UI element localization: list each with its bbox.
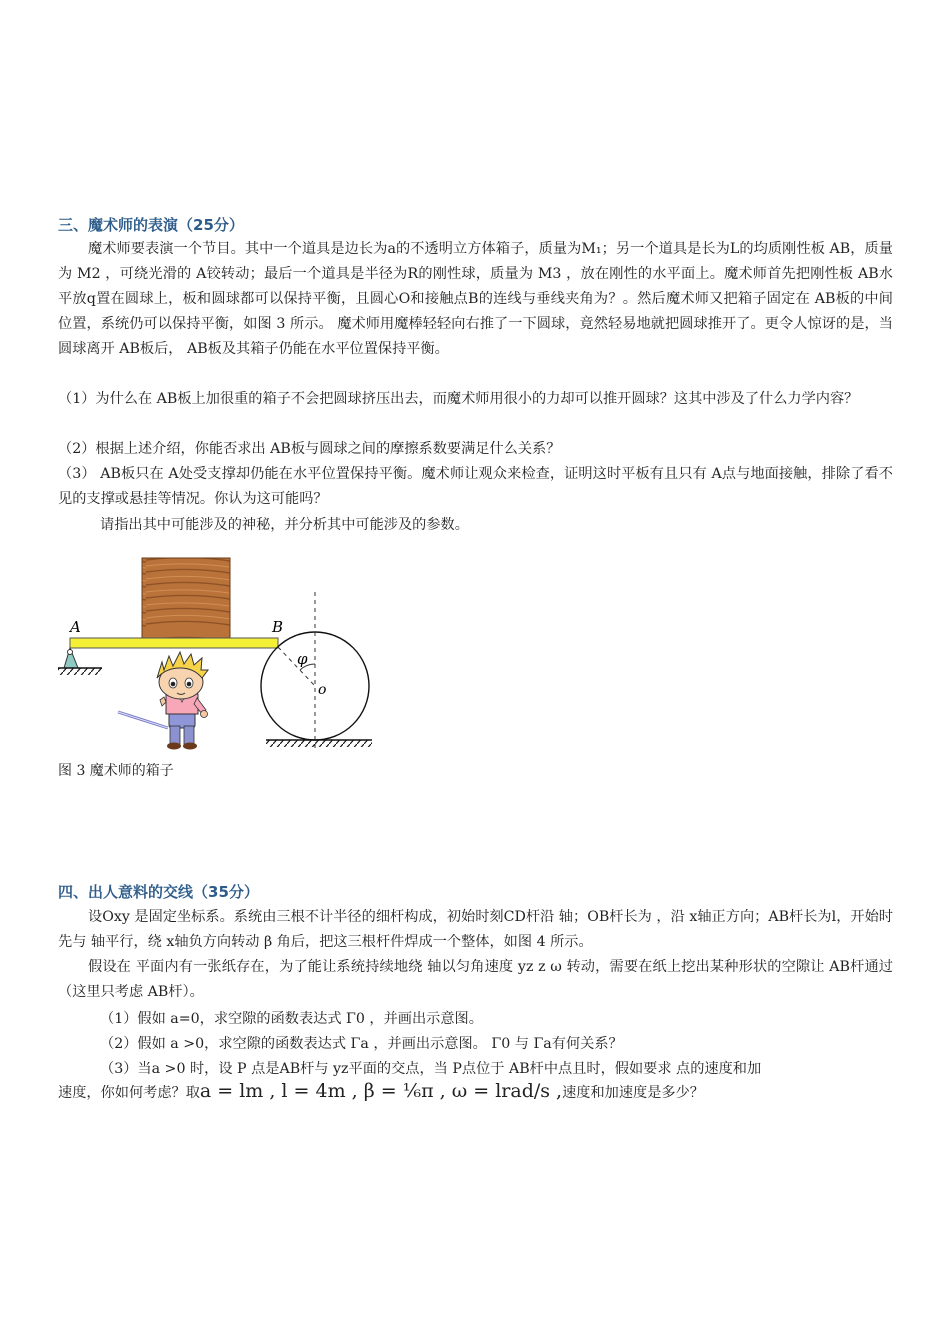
section-3-intro: 魔术师要表演一个节目。其中一个道具是边长为a的不透明立方体箱子，质量为M₁；另一个道具是长为L的均质刚性板 AB，质量为 M2 ，可绕光滑的 A铰转动；最后一个道具是半径为R的刚性球，质量为 M3 ，放在刚性的水平面上。魔术师首先把刚性板 AB水平放q置在圆球上，板和圆球都可以保持平衡，且圆心O和接触点B的连线与垂线夹角为？。然后魔术师又把箱子固定在 AB板的中间位置，系统仍可以保持平衡，如图 3 所示。 魔术师用魔棒轻轻向右推了一下圆球，竟然轻易地就把圆球推开了。更令人惊讶的是，当圆球离开 AB板后， AB板及其箱子仍能在水平位置保持平衡。 <box>58 241 893 357</box>
magician-figure <box>118 652 208 750</box>
label-phi: φ <box>297 650 308 668</box>
section-3-question-2: （2）根据上述介绍，你能否求出 AB板与圆球之间的摩擦系数要满足什么关系？ <box>58 441 561 457</box>
section-3-question-1: （1）为什么在 AB板上加很重的箱子不会把圆球挤压出去，而魔术师用很小的力却可以推开圆球？这其中涉及了什么力学内容？ <box>58 391 859 407</box>
rigid-board-ab <box>70 638 278 648</box>
ground-hatch-right <box>266 740 372 747</box>
label-o: o <box>318 682 327 698</box>
section-4-paragraph-2: 假设在 平面内有一张纸存在，为了能让系统持续地绕 轴以匀角速度 yz z ω 转动，需要在纸上挖出某种形状的空隙让 AB杆通过（这里只考虑 AB杆）。 <box>58 959 893 1000</box>
section-3-question-3: （3） AB板只在 A处受支撑却仍能在水平位置保持平衡。魔术师让观众来检查，证明这时平板有且只有 A点与地面接触，排除了看不见的支撑或悬挂等情况。你认为这可能吗？ <box>58 466 893 507</box>
section-4-question-3-line-2 <box>58 1080 704 1102</box>
figure-3-caption: 图 3 魔术师的箱子 <box>58 763 174 779</box>
label-b: B <box>272 618 284 636</box>
section-4-question-1: （1）假如 a=0，求空隙的函数表达式 Γ0 ，并画出示意图。 <box>100 1011 483 1027</box>
section-4-title: 四、出人意料的交线（35分） <box>58 883 259 901</box>
section-3-closing: 请指出其中可能涉及的神秘，并分析其中可能涉及的参数。 <box>100 517 469 533</box>
section-4-question-3-line-1: （3）当a >0 时，设 P 点是AB杆与 yz平面的交点，当 P点位于 AB杆中点且时，假如要求 点的速度和加 <box>100 1061 762 1077</box>
section-4-paragraph-1: 设Oxy 是固定坐标系。系统由三根不计半径的细杆构成，初始时刻CD杆沿 轴；OB杆长为 ，沿 x轴正方向；AB杆长为l，开始时先与 轴平行，绕 x轴负方向转动 β 角后，把这三根杆件焊成一个整体，如图 4 所示。 <box>58 909 893 950</box>
wooden-box <box>142 558 230 638</box>
q3-prefix: 速度，你如何考虑？取 <box>58 1085 200 1101</box>
q3-suffix: 速度和加速度是多少？ <box>562 1085 704 1101</box>
ground-hatch-left <box>58 668 102 675</box>
label-a: A <box>70 618 81 636</box>
figure-3-magician-box <box>56 552 376 752</box>
section-4-question-2: （2）假如 a >0，求空隙的函数表达式 Γa ，并画出示意图。 Γ0 与 Γa有何关系？ <box>100 1036 623 1052</box>
section-3-title: 三、魔术师的表演（25分） <box>58 216 244 234</box>
q3-math-values: a = lm , l = 4m , β = ¹⁄₆π , ω = lrad/s , <box>199 1080 563 1102</box>
